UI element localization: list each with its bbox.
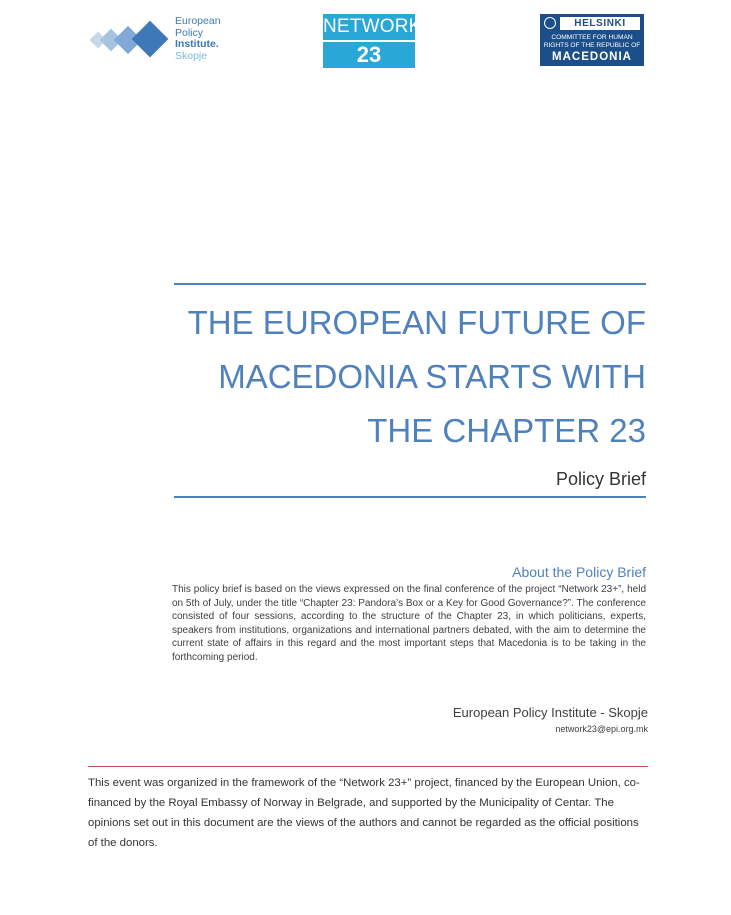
network23-number: 23	[356, 42, 382, 67]
network23-word: NETWORK	[323, 16, 422, 37]
epi-line-3: Institute.	[175, 38, 219, 50]
epi-line-1: European	[175, 15, 221, 27]
footer-rule	[88, 766, 648, 767]
footer-disclaimer: This event was organized in the framework of the “Network 23+” project, financed by the European Union, co-financed by the Royal Embassy of Norway in Belgrade, and supported by the Municipality of Centar. The opinions set out in this document are the views of the authors and cannot be regarded as the official positions of the donors.	[88, 777, 640, 849]
document-subtitle: Policy Brief	[555, 469, 646, 489]
helsinki-subtitle	[540, 34, 644, 50]
title-line-3: THE CHAPTER 23	[367, 412, 646, 449]
helsinki-sub-line-1: COMMITTEE FOR HUMAN	[551, 34, 633, 41]
author-email: network23@epi.org.mk	[555, 724, 648, 734]
title-rule-top	[174, 283, 646, 285]
helsinki-country: MACEDONIA	[552, 51, 632, 63]
about-body: This policy brief is based on the views expressed on the final conference of the project “Network 23+”, held on 5th of July, under the title “Chapter 23: Pandora’s Box or a Key for Good Governance?”. The conference consisted of four sessions, according to the structure of the Chapter 23, in which politicians, experts, speakers from institutions, organizations and international partners debated, with the aim to determine the current state of affairs in this regard and the most important steps that Macedonia is to be taking in the forthcoming period.	[172, 584, 646, 663]
helsinki-name: HELSINKI	[560, 17, 640, 30]
author-organization: European Policy Institute - Skopje	[452, 705, 648, 720]
about-heading: About the Policy Brief	[512, 564, 646, 580]
epi-line-2: Policy	[175, 26, 204, 39]
globe-icon	[544, 17, 556, 29]
epi-logo-text	[175, 16, 221, 62]
title-line-1: THE EUROPEAN FUTURE OF	[187, 304, 646, 341]
epi-line-4: Skopje	[175, 49, 208, 62]
epi-logo	[88, 14, 238, 66]
title-line-2: MACEDONIA STARTS WITH	[218, 358, 646, 395]
helsinki-committee-logo	[540, 14, 644, 66]
helsinki-header-row	[540, 17, 644, 31]
helsinki-sub-line-2: RIGHTS OF THE REPUBLIC OF	[543, 42, 641, 49]
epi-diamonds-icon	[88, 20, 172, 60]
title-rule-bottom	[174, 496, 646, 498]
network23-logo	[323, 14, 422, 68]
document-title	[174, 296, 646, 458]
